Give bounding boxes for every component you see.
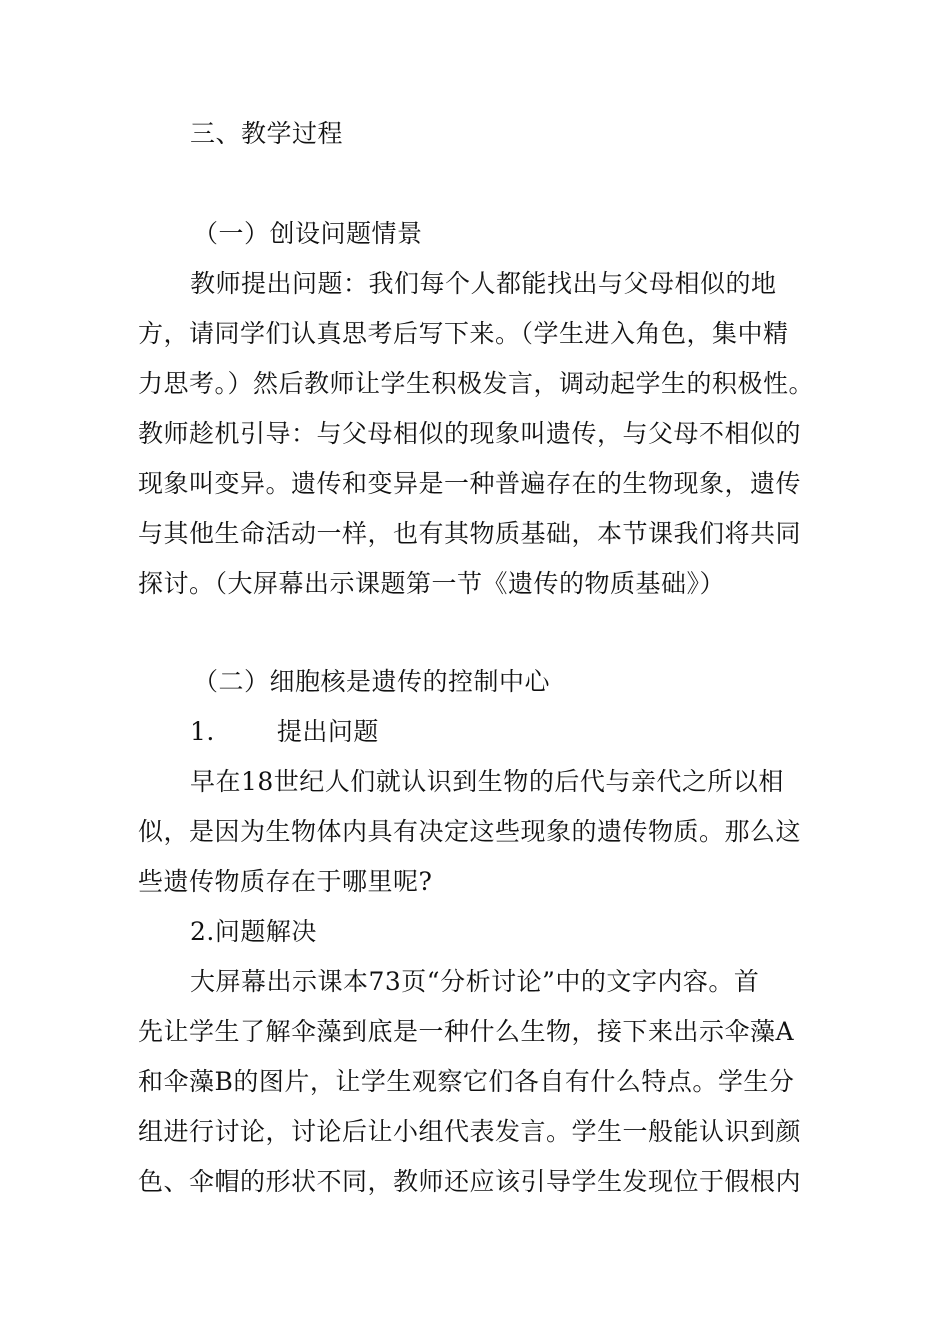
item1-paragraph-line: 早在18世纪人们就认识到生物的后代与亲代之所以相: [190, 767, 784, 796]
item2-heading: 2.问题解决: [190, 917, 317, 946]
item1-paragraph-line: 似，是因为生物体内具有决定这些现象的遗传物质。那么这: [138, 817, 802, 846]
section-heading: 三、教学过程: [190, 119, 344, 148]
part2-heading: （二）细胞核是遗传的控制中心: [193, 667, 551, 696]
item2-paragraph-line: 组进行讨论，讨论后让小组代表发言。学生一般能认识到颜: [138, 1117, 802, 1146]
part1-heading: （一）创设问题情景: [193, 219, 423, 248]
item1-title: 提出问题: [276, 717, 379, 746]
part1-paragraph-line: 方，请同学们认真思考后写下来。（学生进入角色，集中精: [138, 319, 789, 348]
item1-paragraph-line: 些遗传物质存在于哪里呢?: [138, 867, 433, 896]
item1-heading: [190, 715, 379, 749]
item2-paragraph-line: 和伞藻B的图片，让学生观察它们各自有什么特点。学生分: [138, 1067, 795, 1096]
part1-paragraph-line: 力思考。）然后教师让学生积极发言，调动起学生的积极性。: [138, 369, 815, 398]
item2-paragraph-line: 大屏幕出示课本73页“分析讨论”中的文字内容。首: [190, 967, 760, 996]
part1-paragraph-line: 教师提出问题：我们每个人都能找出与父母相似的地: [190, 269, 777, 298]
part1-paragraph-line: 现象叫变异。遗传和变异是一种普遍存在的生物现象，遗传: [138, 469, 802, 498]
item1-number: 1.: [190, 717, 215, 746]
part1-paragraph-line: 与其他生命活动一样，也有其物质基础，本节课我们将共同: [138, 519, 802, 548]
part1-paragraph-line: 探讨。（大屏幕出示课题第一节《遗传的物质基础》）: [138, 569, 726, 598]
item2-paragraph-line: 色、伞帽的形状不同，教师还应该引导学生发现位于假根内: [138, 1167, 802, 1196]
part1-paragraph-line: 教师趁机引导：与父母相似的现象叫遗传，与父母不相似的: [138, 419, 802, 448]
item2-paragraph-line: 先让学生了解伞藻到底是一种什么生物，接下来出示伞藻A: [138, 1017, 795, 1046]
